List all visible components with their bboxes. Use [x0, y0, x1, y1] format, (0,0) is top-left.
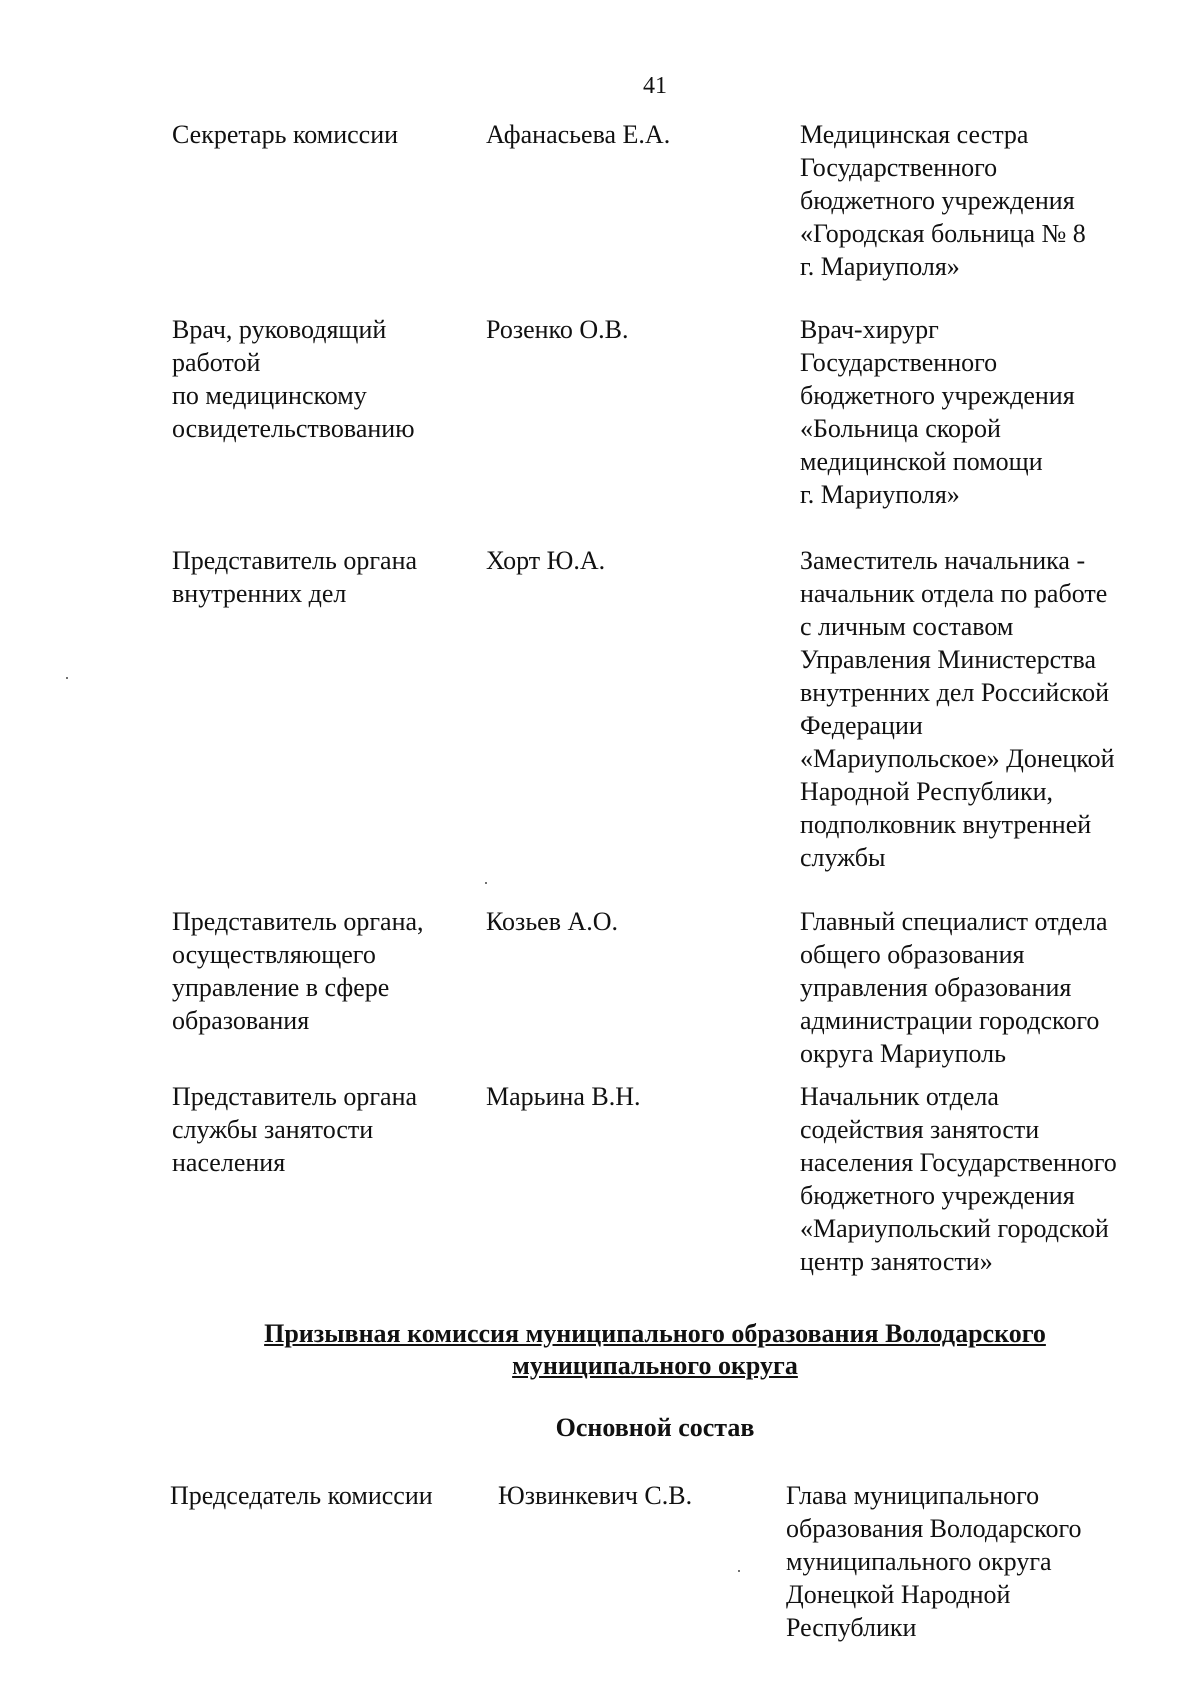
sub-heading: Основной состав: [555, 1413, 755, 1442]
member-position: Врач-хирург Государственного бюджетного учреждения «Больница скорой медицинской помощи г. Мариуполя»: [800, 315, 1075, 509]
member-role: Представитель органа, осуществляющего управление в сфере образования: [172, 907, 424, 1035]
member-position: Глава муниципального образования Володарского муниципального округа Донецкой Народной Республики: [786, 1481, 1082, 1642]
member-role: Врач, руководящий работой по медицинскому освидетельствованию: [172, 315, 415, 443]
member-name: Козьев А.О.: [486, 907, 619, 936]
member-name: Марьина В.Н.: [486, 1082, 641, 1111]
scan-speck: [66, 677, 68, 679]
member-name: Афанасьева Е.А.: [486, 120, 671, 149]
scan-speck: [485, 882, 487, 884]
member-position: Медицинская сестра Государственного бюджетного учреждения «Городская больница № 8 г. Мариуполя»: [800, 120, 1086, 281]
member-role: Представитель органа внутренних дел: [172, 546, 418, 608]
member-name: Хорт Ю.А.: [486, 546, 606, 575]
member-name: Розенко О.В.: [486, 315, 629, 344]
member-role: Председатель комиссии: [170, 1481, 433, 1510]
section-heading: Призывная комиссия муниципального образования Володарского муниципального округа: [264, 1319, 1046, 1380]
member-role: Представитель органа службы занятости населения: [172, 1082, 418, 1177]
scan-speck: [738, 1570, 740, 1572]
page-number: 41: [643, 73, 667, 99]
member-role: Секретарь комиссии: [172, 120, 399, 149]
member-name: Юзвинкевич С.В.: [498, 1481, 693, 1510]
member-position: Начальник отдела содействия занятости населения Государственного бюджетного учреждения «Мариупольский городской центр занятости»: [800, 1082, 1117, 1276]
member-position: Главный специалист отдела общего образования управления образования администрации городского округа Мариуполь: [800, 907, 1108, 1068]
member-position: Заместитель начальника - начальник отдела по работе с личным составом Управления Министерства внутренних дел Российской Федерации «Мариупольское» Донецкой Народной Республики, подполковник внутренней службы: [800, 546, 1115, 872]
